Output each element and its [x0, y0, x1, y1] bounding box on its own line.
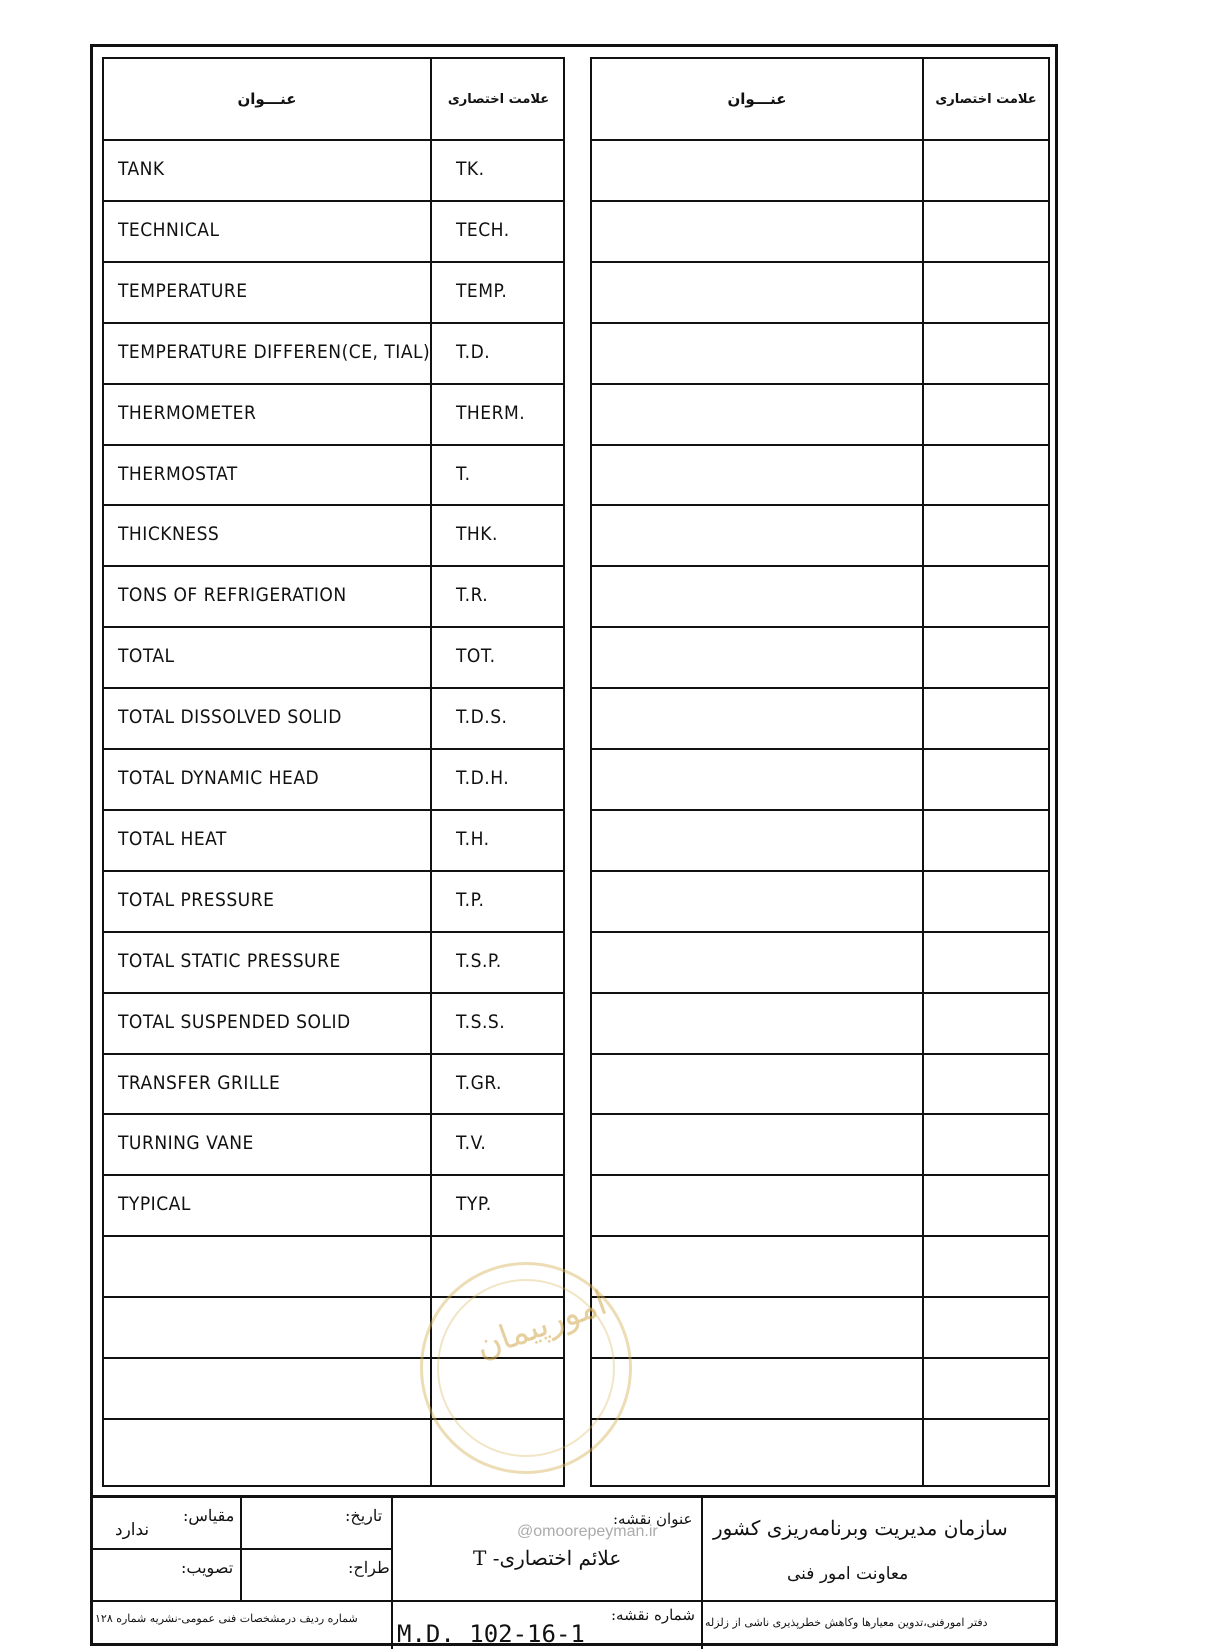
- row-divider: [592, 870, 1048, 872]
- row-divider: [592, 504, 1048, 506]
- row-title: TOTAL PRESSURE: [118, 888, 275, 911]
- row-divider: [592, 1418, 1048, 1420]
- header-title: عنـــوان: [727, 90, 787, 108]
- divider: [93, 1548, 391, 1550]
- scale-value: ندارد: [115, 1520, 150, 1540]
- row-abbreviation: T.S.P.: [456, 949, 502, 972]
- row-abbreviation: T.D.S.: [456, 706, 508, 729]
- row-title: TANK: [118, 158, 165, 180]
- row-divider: [592, 626, 1048, 628]
- row-divider: [592, 992, 1048, 994]
- row-title: TOTAL SUSPENDED SOLID: [118, 1010, 351, 1033]
- column-divider: [922, 59, 924, 1485]
- header-title: عنـــوان: [237, 90, 297, 108]
- divider: [93, 1600, 1055, 1602]
- row-divider: [592, 1174, 1048, 1176]
- drawing-title: علائم اختصاری- T: [473, 1546, 622, 1570]
- drawing-number-label: شماره نقشه:: [611, 1606, 695, 1624]
- row-abbreviation: T.GR.: [456, 1071, 502, 1094]
- row-abbreviation: TK.: [456, 158, 485, 180]
- row-divider: [592, 687, 1048, 689]
- row-title: TOTAL: [118, 645, 175, 668]
- drawing-title-label: عنوان نقشه:: [613, 1510, 693, 1528]
- row-abbreviation: THK.: [456, 523, 498, 546]
- row-title: THERMOSTAT: [118, 462, 238, 485]
- designer-label: طراح:: [348, 1558, 390, 1577]
- row-title: TRANSFER GRILLE: [118, 1071, 281, 1094]
- row-divider: [592, 383, 1048, 385]
- row-abbreviation: T.P.: [456, 888, 485, 911]
- header-abbreviation: علامت اختصاری: [935, 91, 1037, 107]
- scale-label: مقیاس:: [183, 1506, 235, 1525]
- drawing-number: M.D. 102-16-1: [397, 1620, 585, 1648]
- row-divider: [104, 1235, 563, 1237]
- row-title: TONS OF REFRIGERATION: [118, 584, 347, 607]
- divider: [391, 1498, 393, 1649]
- row-title: THERMOMETER: [118, 401, 257, 424]
- row-title: TECHNICAL: [118, 218, 220, 241]
- row-divider: [592, 565, 1048, 567]
- watermark-logo: [420, 1262, 632, 1474]
- row-divider: [592, 931, 1048, 933]
- row-abbreviation: T.: [456, 462, 471, 485]
- row-divider: [592, 1296, 1048, 1298]
- row-abbreviation: T.D.H.: [456, 767, 510, 789]
- abbreviations-table-right: [590, 57, 1050, 1487]
- row-title: TOTAL DYNAMIC HEAD: [118, 767, 320, 789]
- title-block: [93, 1495, 1055, 1646]
- deputy-name: معاونت امور فنی: [787, 1564, 909, 1584]
- row-divider: [592, 139, 1048, 141]
- row-title: TOTAL STATIC PRESSURE: [118, 949, 341, 972]
- row-abbreviation: TECH.: [456, 218, 510, 241]
- row-abbreviation: TYP.: [456, 1193, 492, 1216]
- row-abbreviation: THERM.: [456, 401, 526, 424]
- row-divider: [592, 748, 1048, 750]
- row-title: TOTAL HEAT: [118, 827, 227, 850]
- row-divider: [592, 1053, 1048, 1055]
- row-title: TYPICAL: [118, 1193, 191, 1216]
- watermark-site: @omoorepeyman.ir: [517, 1523, 658, 1540]
- row-divider: [592, 1113, 1048, 1115]
- row-title: TOTAL DISSOLVED SOLID: [118, 706, 342, 729]
- row-reference: شماره ردیف درمشخصات فنی عمومی-نشریه شماره ۱۲۸: [95, 1612, 358, 1625]
- row-divider: [592, 261, 1048, 263]
- divider: [701, 1498, 703, 1649]
- row-title: TURNING VANE: [118, 1132, 254, 1155]
- row-title: THICKNESS: [118, 523, 220, 546]
- column-divider: [430, 59, 432, 1485]
- row-divider: [592, 1235, 1048, 1237]
- row-title: TEMPERATURE DIFFEREN(CE, TIAL): [118, 340, 431, 363]
- row-abbreviation: TEMP.: [456, 279, 508, 302]
- row-abbreviation: T.V.: [456, 1132, 487, 1155]
- row-abbreviation: T.R.: [456, 584, 489, 607]
- row-abbreviation: TOT.: [456, 645, 496, 668]
- office-name: دفتر امورفنی،تدوین معیارها وکاهش خطرپذیری ناشی از زلزله: [705, 1616, 988, 1629]
- header-abbreviation: علامت اختصاری: [447, 91, 550, 107]
- row-divider: [104, 139, 563, 141]
- row-divider: [592, 809, 1048, 811]
- row-abbreviation: T.H.: [456, 827, 490, 850]
- organization-name: سازمان مدیریت وبرنامه‌ریزی کشور: [713, 1516, 1008, 1540]
- row-divider: [592, 322, 1048, 324]
- row-abbreviation: T.S.S.: [456, 1010, 506, 1033]
- row-divider: [592, 1357, 1048, 1359]
- row-title: TEMPERATURE: [118, 279, 248, 302]
- watermark-logo-text: امورپیمان: [470, 1282, 613, 1368]
- date-label: تاریخ:: [345, 1506, 383, 1525]
- row-divider: [592, 200, 1048, 202]
- row-divider: [592, 444, 1048, 446]
- row-abbreviation: T.D.: [456, 340, 491, 363]
- approval-label: تصویب:: [181, 1558, 234, 1577]
